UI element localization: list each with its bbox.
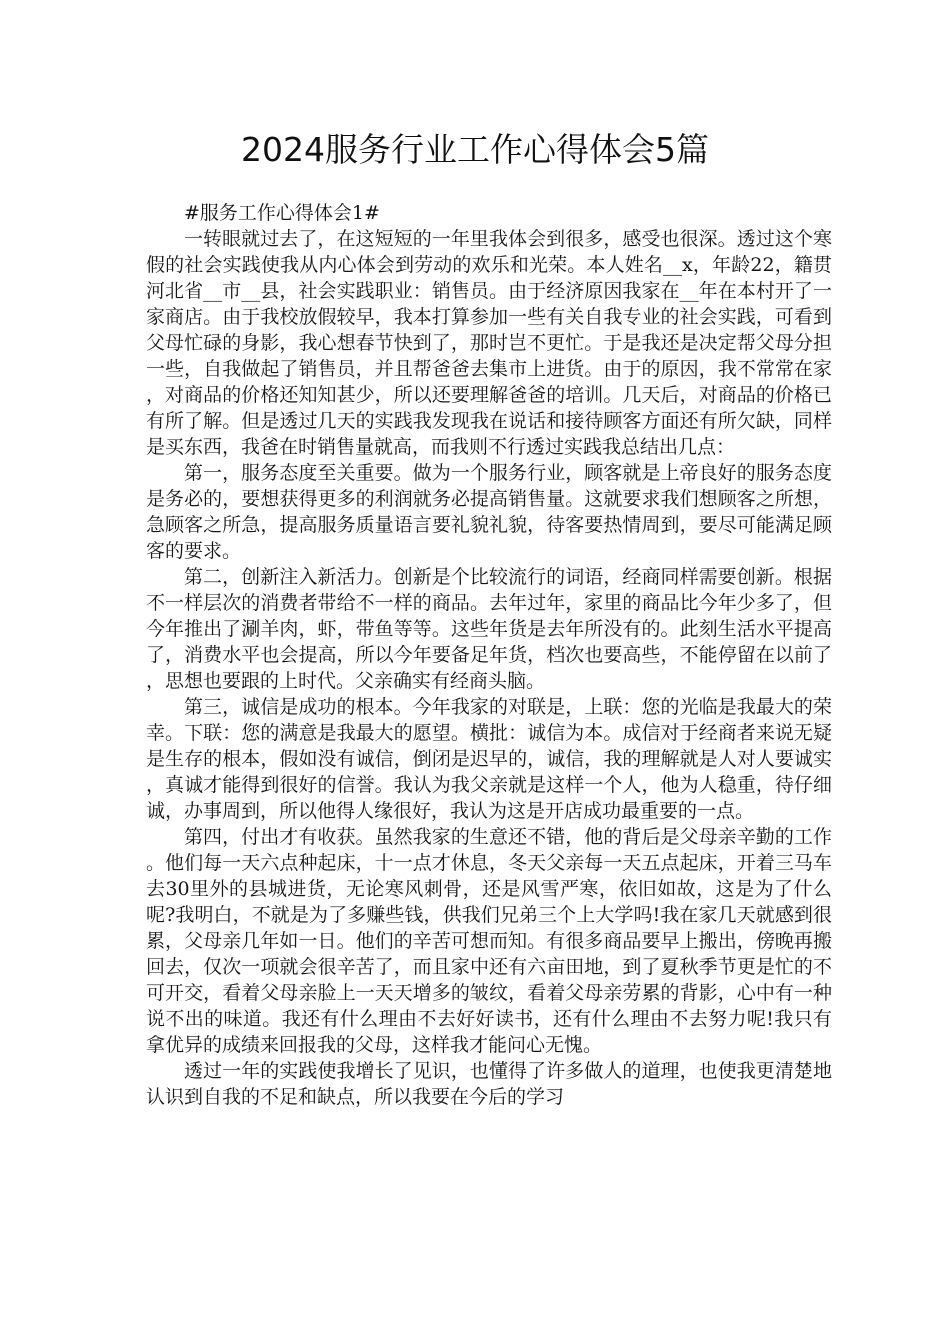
paragraph-point-4: 第四，付出才有收获。虽然我家的生意还不错，他的背后是父母亲辛勤的工作。他们每一天六点种起床，十一点才休息，冬天父亲每一天五点起床，开着三马车去30里外的县城进货，无论寒风刺骨，还是风雪严寒，依旧如故，这是为了什么呢?我明白，不就是为了多赚些钱，供我们兄弟三个上大学吗!我在家几天就感到很累，父母亲几年如一日。他们的辛苦可想而知。有很多商品要早上搬出，傍晚再搬回去，仅次一项就会很辛苦了，而且家中还有六亩田地，到了夏秋季节更是忙的不可开交，看着父母亲脸上一天天增多的皱纹，看着父母亲劳累的背影，心中有一种说不出的味道。我还有什么理由不去好好读书，还有什么理由不去努力呢!我只有拿优异的成绩来回报我的父母，这样我才能问心无愧。	[146, 826, 832, 1056]
paragraph-point-1: 第一，服务态度至关重要。做为一个服务行业，顾客就是上帝良好的服务态度是务必的，要想获得更多的利润就务必提高销售量。这就要求我们想顾客之所想，急顾客之所急，提高服务质量语言要礼貌礼貌，待客要热情周到，要尽可能满足顾客的要求。	[146, 462, 832, 562]
paragraph-point-2: 第二，创新注入新活力。创新是个比较流行的词语，经商同样需要创新。根据不一样层次的消费者带给不一样的商品。去年过年，家里的商品比今年少多了，但今年推出了涮羊肉，虾，带鱼等等。这些年货是去年所没有的。此刻生活水平提高了，消费水平也会提高，所以今年要备足年货，档次也要高些，不能停留在以前了，思想也要跟的上时代。父亲确实有经商头脑。	[146, 566, 832, 692]
paragraph-conclusion: 透过一年的实践使我增长了见识，也懂得了许多做人的道理，也使我更清楚地认识到自我的不足和缺点，所以我要在今后的学习	[146, 1060, 832, 1108]
document-title: 2024服务行业工作心得体会5篇	[241, 130, 709, 169]
section-heading: #服务工作心得体会1#	[184, 202, 380, 224]
paragraph-intro: 一转眼就过去了，在这短短的一年里我体会到很多，感受也很深。透过这个寒假的社会实践使我从内心体会到劳动的欢乐和光荣。本人姓名__x，年龄22，籍贯河北省__市__县，社会实践职业：销售员。由于经济原因我家在__年在本村开了一家商店。由于我校放假较早，我本打算参加一些有关自我专业的社会实践，可看到父母忙碌的身影，我心想春节快到了，那时岂不更忙。于是我还是决定帮父母分担一些，自我做起了销售员，并且帮爸爸去集市上进货。由于的原因，我不常常在家，对商品的价格还知知甚少，所以还要理解爸爸的培训。几天后，对商品的价格已有所了解。但是透过几天的实践我发现我在说话和接待顾客方面还有所欠缺，同样是买东西，我爸在时销售量就高，而我则不行透过实践我总结出几点：	[146, 228, 832, 458]
paragraph-point-3: 第三，诚信是成功的根本。今年我家的对联是，上联：您的光临是我最大的荣幸。下联：您的满意是我最大的愿望。横批：诚信为本。成信对于经商者来说无疑是生存的根本，假如没有诚信，倒闭是迟早的，诚信，我的理解就是人对人要诚实，真诚才能得到很好的信誉。我认为我父亲就是这样一个人，他为人稳重，待仔细诚，办事周到，所以他得人缘很好，我认为这是开店成功最重要的一点。	[146, 696, 832, 822]
document-body	[146, 200, 832, 1110]
